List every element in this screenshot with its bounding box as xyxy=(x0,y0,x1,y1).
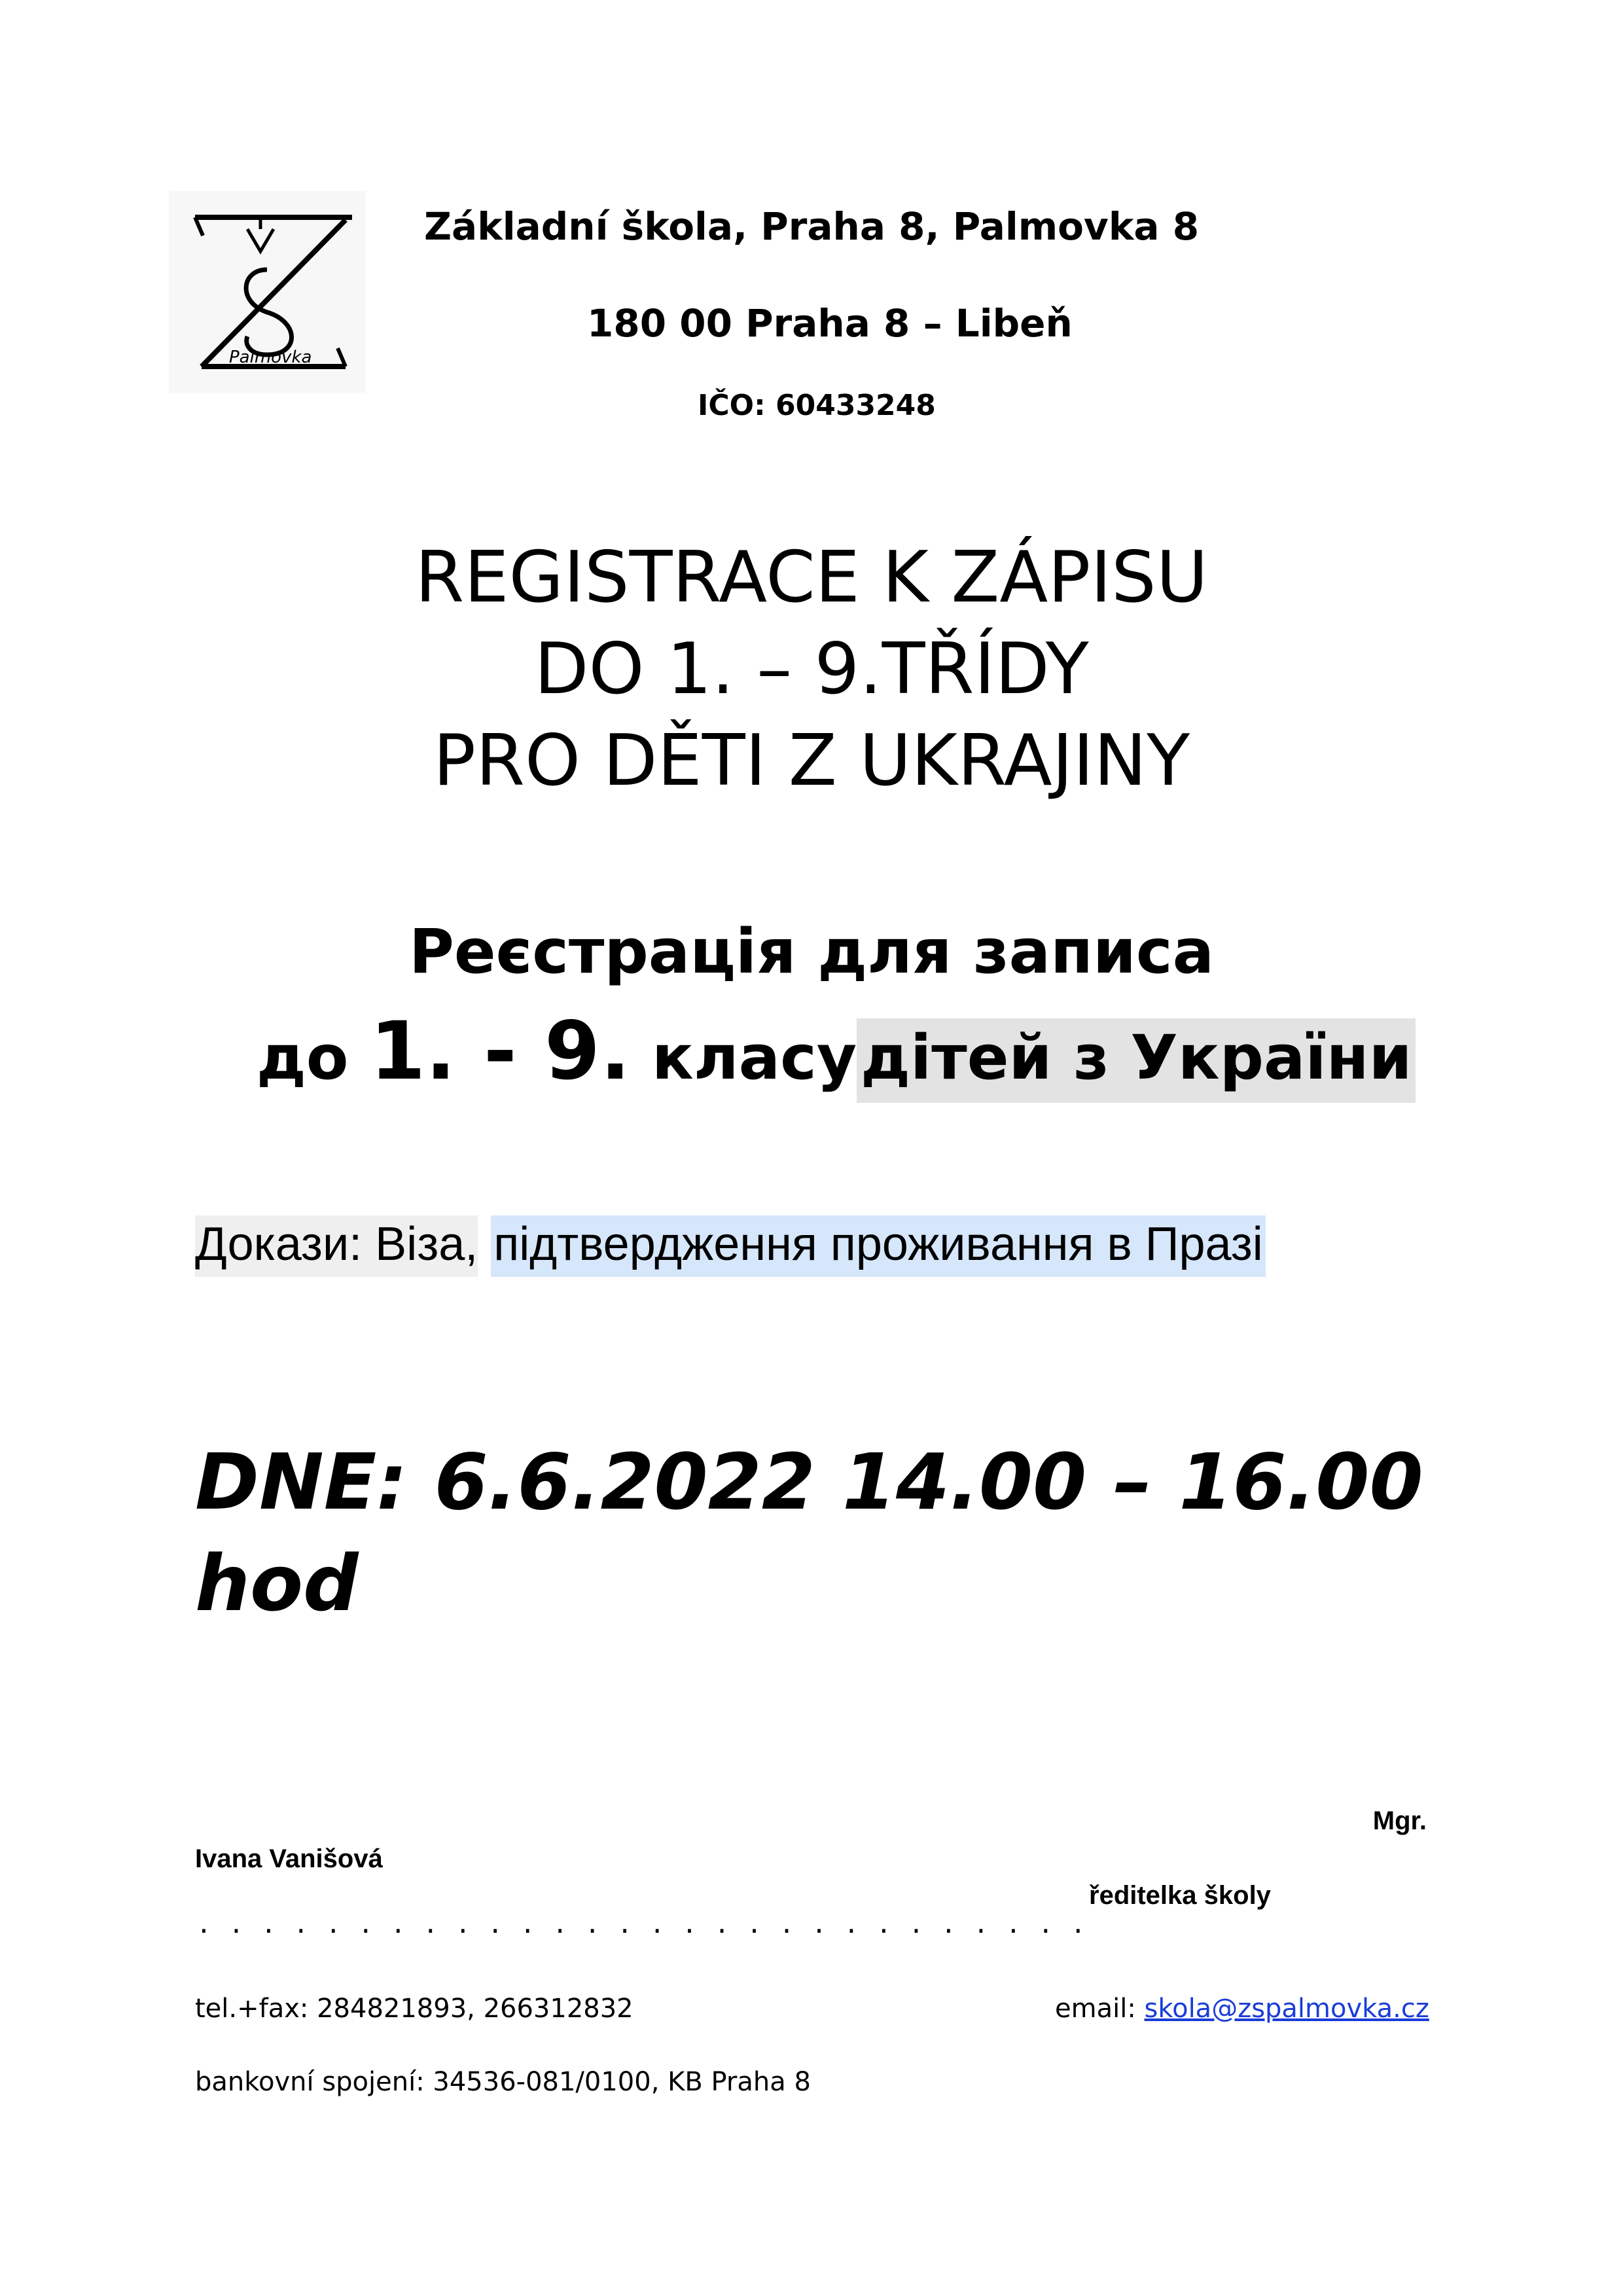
dotted-separator: ............................ xyxy=(196,1910,1103,1939)
logo-text: Palmovka xyxy=(229,348,312,367)
email-link[interactable]: skola@zspalmovka.cz xyxy=(1144,1994,1429,2024)
signature-name: Ivana Vanišová xyxy=(195,1844,383,1873)
proofs-line xyxy=(195,1217,1266,1271)
school-ico: IČO: 60433248 xyxy=(698,389,936,422)
footer-email-label: email: xyxy=(1055,1994,1136,2024)
school-name: Základní škola, Praha 8, Palmovka 8 xyxy=(424,204,1200,249)
date-time-unit: hod xyxy=(195,1538,359,1628)
footer-bank: bankovní spojení: 34536-081/0100, KB Praha 8 xyxy=(195,2067,811,2097)
school-address: 180 00 Praha 8 – Libeň xyxy=(587,301,1073,346)
proofs-label: Докази: Віза, xyxy=(195,1215,478,1277)
title-ua-prefix: до xyxy=(257,1022,349,1094)
title-ua-class: класу xyxy=(652,1022,857,1094)
title-cz-line-1: REGISTRACE K ZÁPISU xyxy=(415,537,1208,619)
school-logo-graphic xyxy=(169,191,365,393)
title-ua-line-2 xyxy=(257,1005,1416,1098)
footer-phone: tel.+fax: 284821893, 266312832 xyxy=(195,1994,633,2024)
title-ua-line-1: Реєстрація для записа xyxy=(408,916,1215,988)
title-ua-highlight: дітей з України xyxy=(857,1018,1416,1103)
signature-role: ředitelka školy xyxy=(1089,1881,1271,1910)
title-cz-line-2: DO 1. – 9.TŘÍDY xyxy=(534,628,1089,710)
title-ua-grades: 1. - 9. xyxy=(370,1005,631,1098)
signature-title: Mgr. xyxy=(1372,1806,1427,1835)
proofs-text: підтвердження проживання в Празі xyxy=(491,1215,1266,1277)
title-cz-line-3: PRO DĚTI Z UKRAJINY xyxy=(433,720,1190,802)
footer-email xyxy=(1055,1994,1429,2024)
date-time-line: DNE: 6.6.2022 14.00 – 16.00 xyxy=(195,1437,1423,1527)
school-logo xyxy=(169,191,365,393)
